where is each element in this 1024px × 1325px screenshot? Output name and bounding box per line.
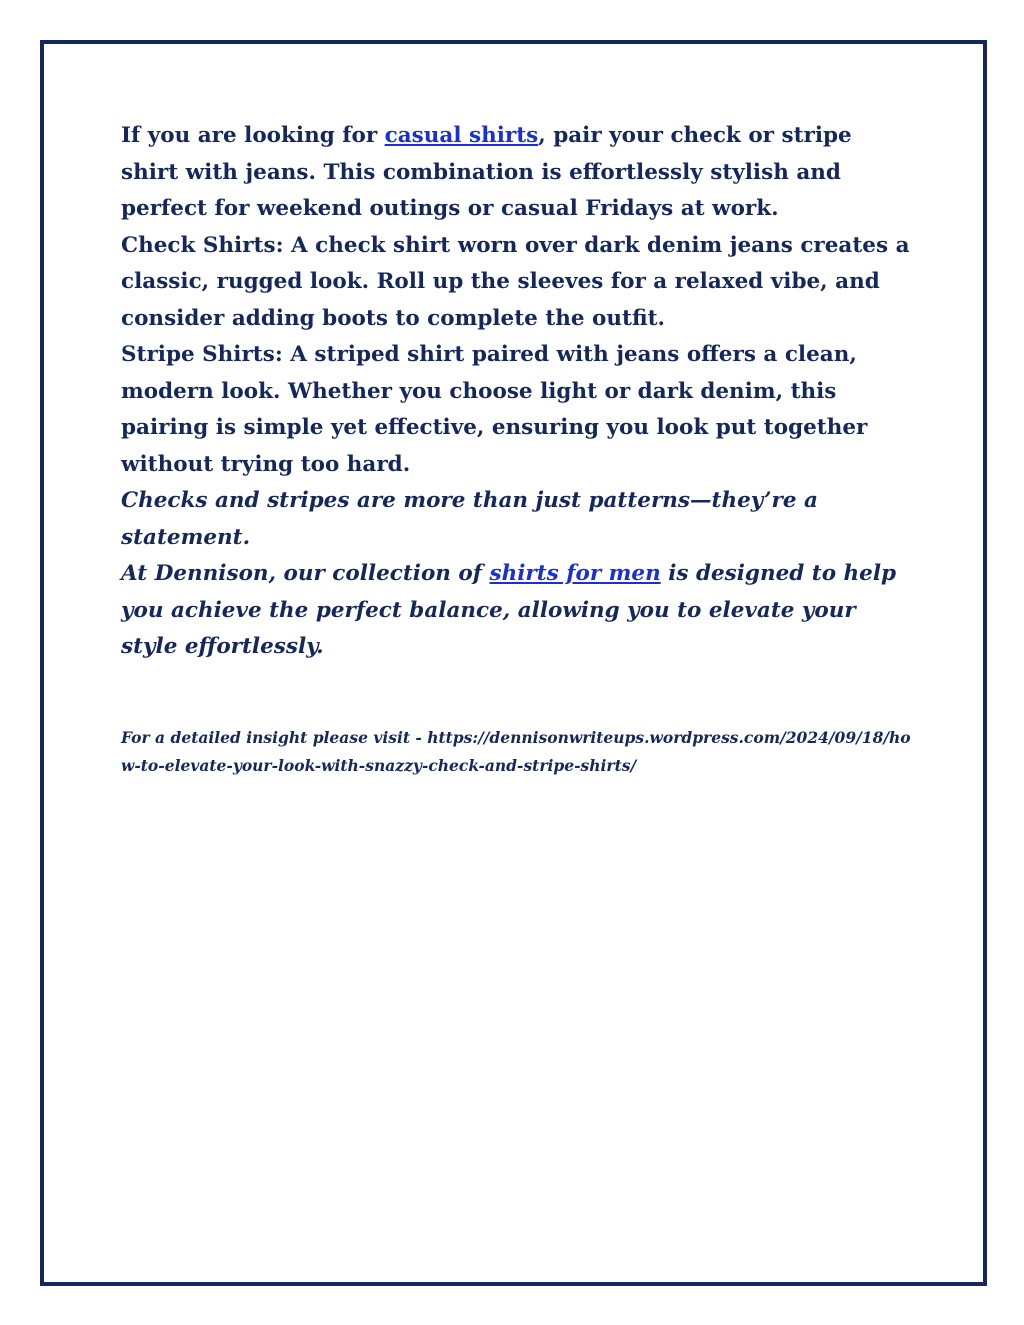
paragraph-statement: Checks and stripes are more than just patterns—they’re a statement. <box>121 488 818 550</box>
paragraph-text: , pair your check or stripe shirt with jeans. This combination is effortlessly stylish and perfect for weekend outings or casual Fridays at work. <box>121 123 852 221</box>
paragraph-stripe-shirts: Stripe Shirts: A striped shirt paired with jeans offers a clean, modern look. Whether you choose light or dark denim, this pairing is simple yet effective, ensuring you look put together without trying too hard. <box>121 342 868 477</box>
source-url-note: For a detailed insight please visit - https://dennisonwriteups.wordpress.com/2024/09/18/how-to-elevate-your-look-with-snazzy-check-and-stripe-shirts/ <box>121 727 911 775</box>
document-body <box>121 118 911 780</box>
paragraph-text: is designed to help you achieve the perfect balance, allowing you to elevate your style effortlessly. <box>121 561 897 659</box>
shirts-for-men-link[interactable]: shirts for men <box>489 561 661 586</box>
casual-shirts-link[interactable]: casual shirts <box>384 123 539 148</box>
paragraph-text: At Dennison, our collection of <box>121 561 490 586</box>
paragraph-dennison-collection <box>121 556 911 666</box>
paragraph-check-shirts: Check Shirts: A check shirt worn over dark denim jeans creates a classic, rugged look. Roll up the sleeves for a relaxed vibe, and consider adding boots to complete the outfit. <box>121 232 910 331</box>
paragraph-casual-shirts <box>121 118 911 228</box>
paragraph-text: If you are looking for <box>121 123 385 148</box>
